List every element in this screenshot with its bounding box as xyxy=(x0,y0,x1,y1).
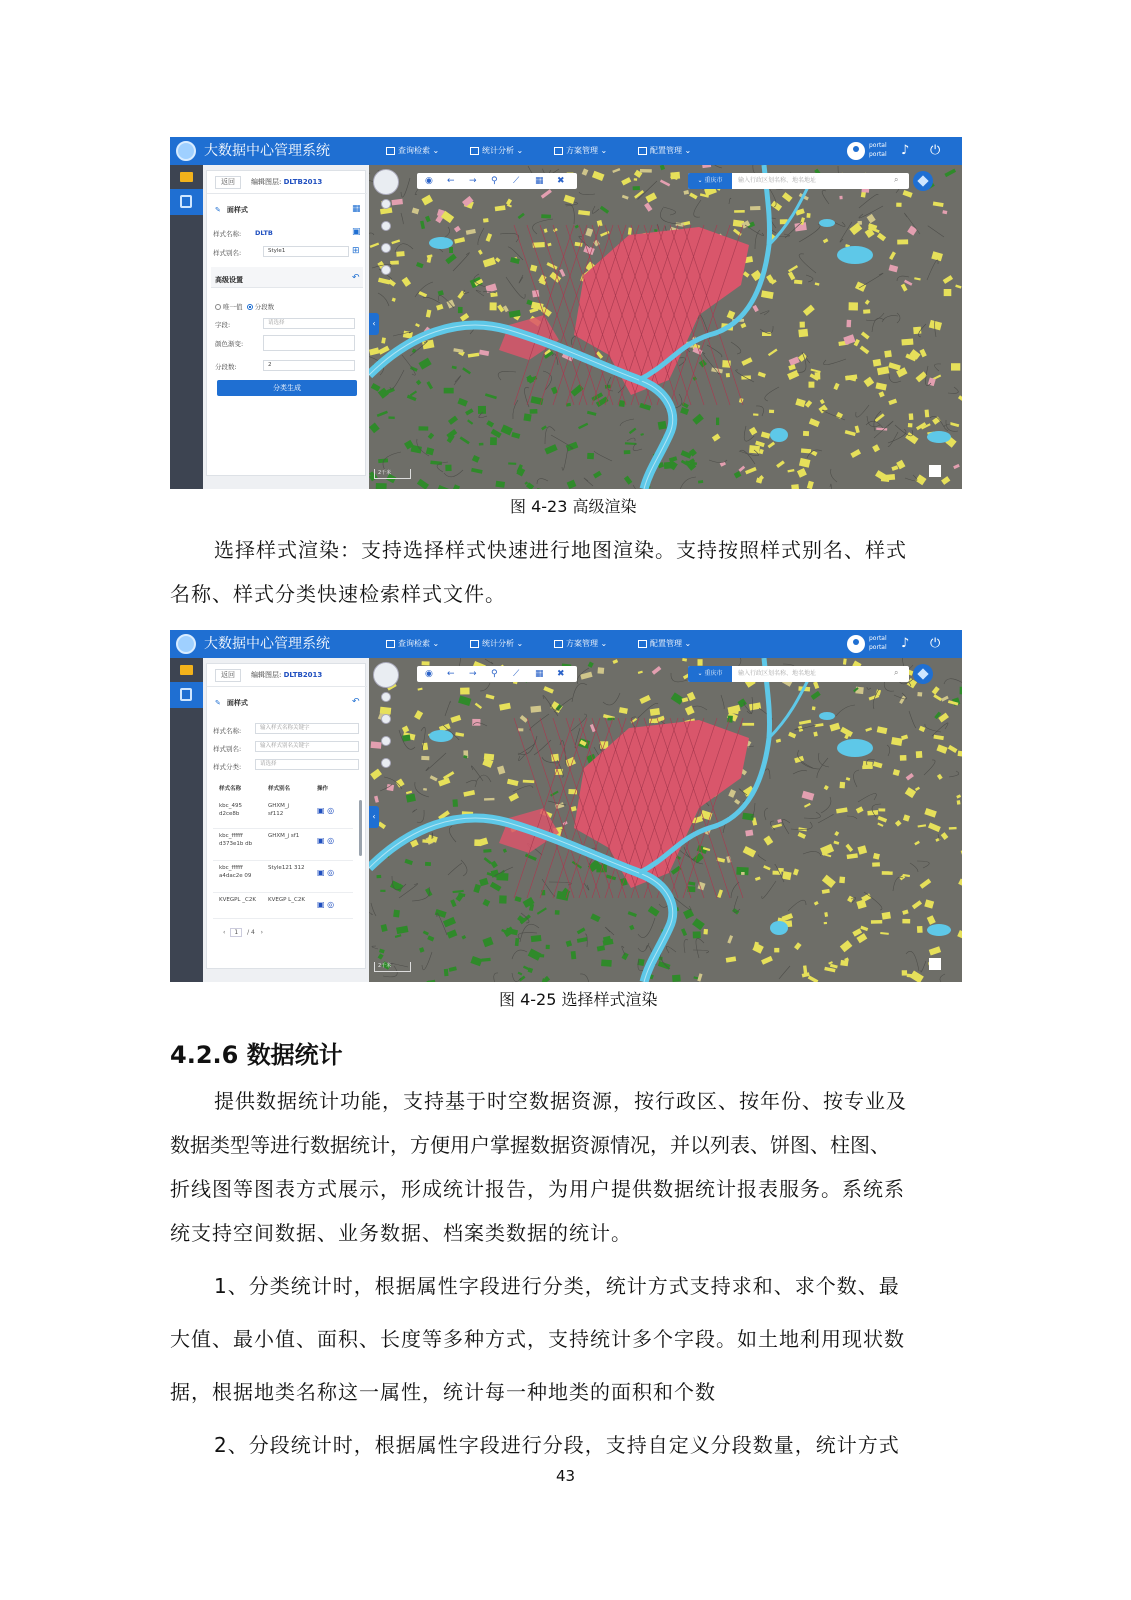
style-alias-label: 样式别名: xyxy=(213,745,242,753)
style-alias-search[interactable]: 输入样式别名关键字 xyxy=(255,741,359,752)
map-toolbar xyxy=(417,173,577,189)
section-title: ✎ 面样式 xyxy=(215,699,248,707)
map-view[interactable] xyxy=(369,658,962,982)
body-line: 折线图等图表方式展示，形成统计报告，为用户提供数据统计报表服务。系统系 xyxy=(170,1177,905,1201)
menu-stats[interactable]: 统计分析 ⌄ xyxy=(470,638,523,650)
collapse-panel-button[interactable]: ‹ xyxy=(369,313,379,335)
avatar[interactable] xyxy=(847,142,865,160)
radio-unique[interactable] xyxy=(215,304,221,310)
app-title: 大数据中心管理系统 xyxy=(204,143,330,159)
menu-query-icon xyxy=(386,640,395,648)
layers-icon xyxy=(180,688,192,701)
bell-icon[interactable]: ♪ xyxy=(901,636,910,651)
section-heading: 4.2.6 数据统计 xyxy=(170,1041,343,1069)
advanced-title: 高级设置 xyxy=(215,276,243,284)
app-title: 大数据中心管理系统 xyxy=(204,636,330,652)
left-rail xyxy=(170,658,203,982)
panel-tabs xyxy=(207,664,367,687)
basemap-switch-icon[interactable] xyxy=(913,664,933,684)
paragraph-line: 选择样式渲染：支持选择样式快速进行地图渲染。支持按照样式别名、样式 xyxy=(214,538,907,562)
page-number: 43 xyxy=(555,1467,576,1485)
logout-icon[interactable]: ⏻ xyxy=(930,143,941,158)
forward-arrow-icon[interactable]: → xyxy=(469,669,477,679)
layers-icon xyxy=(180,195,192,208)
map-view[interactable] xyxy=(369,165,962,489)
menu-plan-icon xyxy=(554,640,563,648)
save-icon[interactable]: ▣ xyxy=(352,227,361,237)
figure-caption-1: 图 4-23 高级渲染 xyxy=(510,497,637,516)
menu-config-icon xyxy=(638,147,647,155)
measure-icon[interactable]: ⟋ xyxy=(513,669,520,679)
rail-item-layers[interactable] xyxy=(170,189,203,215)
eye-icon[interactable]: ◎ xyxy=(327,806,335,815)
radio-segment[interactable] xyxy=(247,304,253,310)
scale-bar: 2千米 xyxy=(374,469,411,479)
pager-next[interactable]: › xyxy=(260,929,263,936)
rail-item-folder[interactable] xyxy=(170,165,203,189)
clear-icon[interactable]: ✖ xyxy=(557,176,565,186)
land-use-map xyxy=(369,658,962,982)
rail-item-folder[interactable] xyxy=(170,658,203,682)
eye-icon[interactable]: ◎ xyxy=(327,900,335,909)
menu-config[interactable]: 配置管理 ⌄ xyxy=(638,145,691,157)
segment-count-input[interactable]: 2 xyxy=(263,360,355,371)
table-header: 样式名称 xyxy=(219,786,242,792)
collapse-panel-button[interactable]: ‹ xyxy=(369,806,379,828)
app-logo-icon xyxy=(176,634,196,654)
land-use-map xyxy=(369,165,962,489)
logout-icon[interactable]: ⏻ xyxy=(930,636,941,651)
body-line: 数据类型等进行数据统计，方便用户掌握数据资源情况，并以列表、饼图、柱图、 xyxy=(170,1133,890,1157)
rail-item-layers[interactable] xyxy=(170,682,203,708)
style-class-select[interactable]: 请选择 xyxy=(255,759,359,770)
measure-icon[interactable]: ⟋ xyxy=(513,176,520,186)
globe-icon[interactable]: ◉ xyxy=(425,176,433,186)
table-header: 样式别名 xyxy=(268,786,291,792)
screenshot-select-style-render xyxy=(170,630,962,982)
color-ramp-label: 颜色渐变: xyxy=(215,340,244,348)
render-mode-radios: 唯一值 分段数 xyxy=(215,302,274,311)
top-bar xyxy=(170,630,962,658)
table-row[interactable]: kbc_495 d2ce8b GHXM_j sf112 ▣ ◎ xyxy=(213,800,353,829)
row-actions xyxy=(317,806,334,815)
pager-total: / 4 xyxy=(247,929,255,936)
style-class-label: 样式分类: xyxy=(213,763,242,771)
style-card xyxy=(206,170,366,476)
classify-button[interactable]: 分类生成 xyxy=(217,380,357,396)
brush-icon: ✎ xyxy=(215,206,221,214)
menu-config-icon xyxy=(638,640,647,648)
style-table xyxy=(213,780,361,914)
back-button[interactable]: 返回 xyxy=(215,669,241,682)
style-name-label: 样式名称: xyxy=(213,230,242,238)
style-alias-label: 样式别名: xyxy=(213,249,242,257)
menu-plan[interactable]: 方案管理 ⌄ xyxy=(554,638,607,650)
body-line: 大值、最小值、面积、长度等多种方式，支持统计多个字段。如土地利用现状数 xyxy=(170,1327,905,1351)
user-name: portal portal xyxy=(869,635,887,651)
table-row[interactable]: kbc_ffffff d373e1b db GHXM_j sf1 ▣ ◎ xyxy=(213,830,353,861)
zoom-slider[interactable] xyxy=(381,199,391,279)
clear-icon[interactable]: ✖ xyxy=(557,669,565,679)
globe-icon[interactable]: ◉ xyxy=(425,669,433,679)
save-icon[interactable]: ▣ xyxy=(317,868,325,877)
table-icon[interactable]: ▦ xyxy=(352,204,361,214)
row-actions xyxy=(317,836,334,845)
top-bar xyxy=(170,137,962,165)
save-icon[interactable]: ▣ xyxy=(317,900,325,909)
location-icon[interactable]: ⚲ xyxy=(491,669,498,679)
body-line: 统支持空间数据、业务数据、档案类数据的统计。 xyxy=(170,1221,632,1245)
folder-icon xyxy=(180,665,193,675)
region-select[interactable]: ⌄ 重庆市 xyxy=(688,666,732,682)
select-icon[interactable]: ▦ xyxy=(535,176,544,186)
panel-tabs xyxy=(207,171,367,194)
color-ramp-input[interactable] xyxy=(263,335,355,351)
row-actions xyxy=(317,868,334,877)
menu-query-icon xyxy=(386,147,395,155)
user-name: portal portal xyxy=(869,142,887,158)
save-icon[interactable]: ▣ xyxy=(317,806,325,815)
edit-layer-tab[interactable]: 编辑图层: DLTB2013 xyxy=(251,671,323,679)
pagination xyxy=(223,928,263,937)
style-alias-input[interactable]: Style1 xyxy=(263,246,349,257)
pager-prev[interactable]: ‹ xyxy=(223,929,226,936)
body-line: 提供数据统计功能，支持基于时空数据资源，按行政区、按年份、按专业及 xyxy=(214,1089,907,1113)
style-name-value: DLTB xyxy=(255,229,273,237)
search-icon[interactable]: ⌕ xyxy=(894,175,899,184)
location-icon[interactable]: ⚲ xyxy=(491,176,498,186)
table-scrollbar[interactable] xyxy=(359,800,362,856)
body-line: 2、分段统计时，根据属性字段进行分段，支持自定义分段数量，统计方式 xyxy=(214,1433,900,1457)
folder-icon xyxy=(180,172,193,182)
basemap-switch-icon[interactable] xyxy=(913,171,933,191)
screenshot-advanced-render xyxy=(170,137,962,489)
map-search xyxy=(688,666,909,682)
body-line: 1、分类统计时，根据属性字段进行分类，统计方式支持求和、求个数、最 xyxy=(214,1274,900,1298)
menu-query[interactable]: 查询检索 ⌄ xyxy=(386,145,439,157)
reset-icon[interactable]: ↶ xyxy=(352,697,360,707)
table-header: 操作 xyxy=(317,786,329,792)
left-rail xyxy=(170,165,203,489)
bell-icon[interactable]: ♪ xyxy=(901,143,910,158)
segment-count-label: 分段数: xyxy=(215,363,237,371)
field-select[interactable]: 请选择 xyxy=(263,318,355,329)
style-panel xyxy=(203,165,369,489)
edit-layer-tab[interactable]: 编辑图层: DLTB2013 xyxy=(251,178,323,186)
menu-query[interactable]: 查询检索 ⌄ xyxy=(386,638,439,650)
region-select[interactable]: ⌄ 重庆市 xyxy=(688,173,732,189)
menu-plan[interactable]: 方案管理 ⌄ xyxy=(554,145,607,157)
style-name-label: 样式名称: xyxy=(213,727,242,735)
compass-icon[interactable] xyxy=(373,169,399,195)
figure-caption-2: 图 4-25 选择样式渲染 xyxy=(499,990,658,1009)
compass-icon[interactable] xyxy=(373,662,399,688)
table-row[interactable]: kbc_ffffff a4dac2e 09 Style121 312 ▣ ◎ xyxy=(213,862,353,893)
fullscreen-icon[interactable] xyxy=(929,465,941,477)
grid-icon[interactable]: ⊞ xyxy=(352,246,360,256)
zoom-slider[interactable] xyxy=(381,692,391,772)
section-title: ✎ 面样式 xyxy=(215,206,248,214)
brush-icon: ✎ xyxy=(215,699,221,707)
scale-bar: 2千米 xyxy=(374,962,411,972)
app-logo-icon xyxy=(176,141,196,161)
menu-plan-icon xyxy=(554,147,563,155)
style-name-search[interactable]: 输入样式名称关键字 xyxy=(255,723,359,734)
map-toolbar xyxy=(417,666,577,682)
map-search xyxy=(688,173,909,189)
menu-stats-icon xyxy=(470,147,479,155)
back-button[interactable]: 返回 xyxy=(215,176,241,189)
select-icon[interactable]: ▦ xyxy=(535,669,544,679)
pager-page-input[interactable]: 1 xyxy=(230,928,242,937)
eye-icon[interactable]: ◎ xyxy=(327,868,335,877)
menu-stats-icon xyxy=(470,640,479,648)
paragraph-line: 名称、样式分类快速检索样式文件。 xyxy=(170,582,506,606)
menu-stats[interactable]: 统计分析 ⌄ xyxy=(470,145,523,157)
row-actions xyxy=(317,900,334,909)
menu-config[interactable]: 配置管理 ⌄ xyxy=(638,638,691,650)
body-line: 据，根据地类名称这一属性，统计每一种地类的面积和个数 xyxy=(170,1380,716,1404)
back-arrow-icon[interactable]: ← xyxy=(447,669,455,679)
search-input[interactable]: 输入行政区划名称、地名地址 xyxy=(738,670,817,677)
save-icon[interactable]: ▣ xyxy=(317,836,325,845)
eye-icon[interactable]: ◎ xyxy=(327,836,335,845)
style-panel xyxy=(203,658,369,982)
table-row[interactable]: KVEGPL _C2K KVEGP L_C2K ▣ ◎ xyxy=(213,894,353,919)
search-input[interactable]: 输入行政区划名称、地名地址 xyxy=(738,177,817,184)
reset-icon[interactable]: ↶ xyxy=(352,273,360,283)
back-arrow-icon[interactable]: ← xyxy=(447,176,455,186)
fullscreen-icon[interactable] xyxy=(929,958,941,970)
field-label: 字段: xyxy=(215,321,231,329)
avatar[interactable] xyxy=(847,635,865,653)
style-card xyxy=(206,663,366,969)
forward-arrow-icon[interactable]: → xyxy=(469,176,477,186)
search-icon[interactable]: ⌕ xyxy=(894,668,899,677)
